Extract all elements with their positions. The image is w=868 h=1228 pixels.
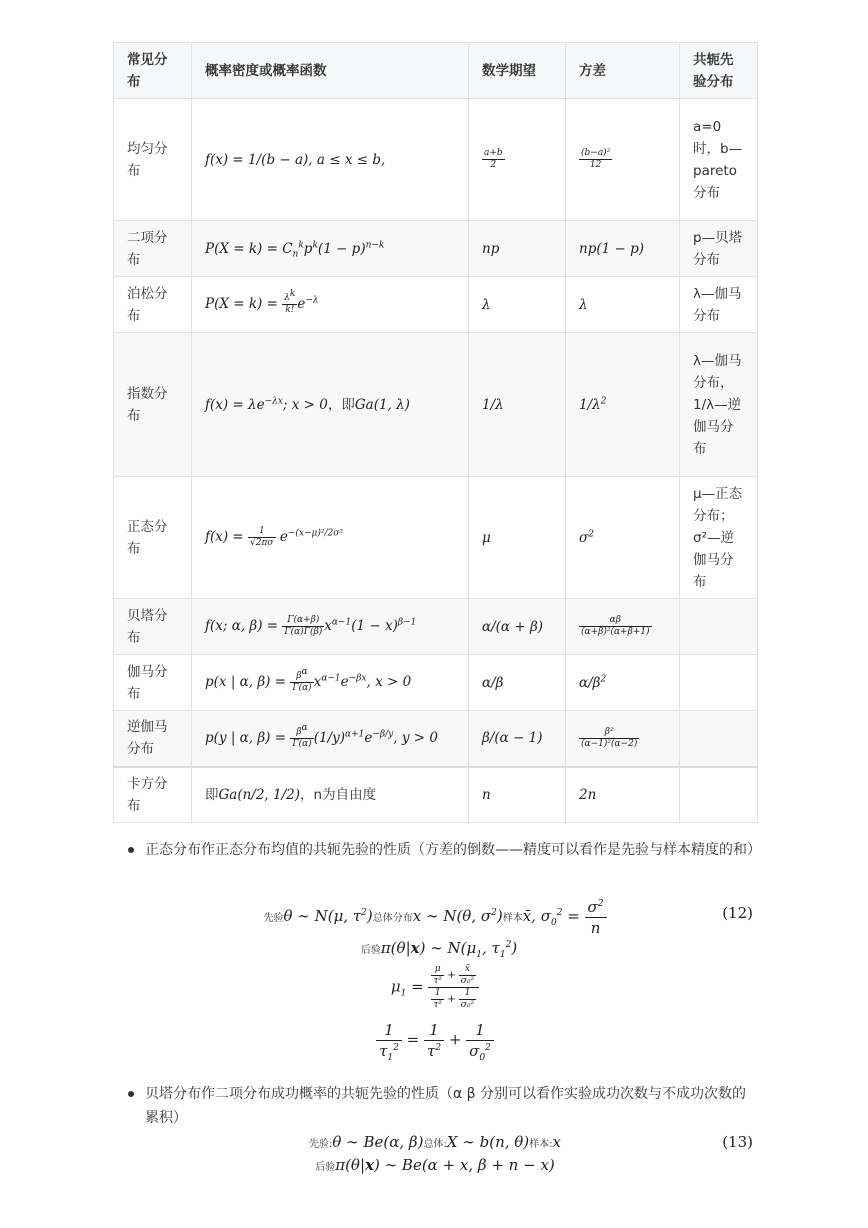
row-density: f(x; α, β) = $\frac{\Gamma(\alpha+\beta)}{\Gamma(\alpha)\Gamma(\beta)}$ $x^{\alpha-1}(1 - x)^{\beta-1}$ (192, 599, 469, 655)
row-density: f(x) = $\frac{1}{√2\pi\sigma}$ $e^{-(x-\mu)^2/2\sigma^2}$ (192, 477, 469, 599)
row-variance: $\frac{\text{(b−a)²}}{12}$ (566, 99, 680, 221)
row-conjugate: p—贝塔分布 (680, 221, 758, 277)
equation-block-13 (113, 1130, 757, 1180)
row-expectation: 1/λ (469, 333, 566, 477)
row-variance: $\frac{\alpha\beta}{\text{(α+β)²(α+β+1)}}$ (566, 599, 680, 655)
row-conjugate: μ—正态分布；σ²—逆伽马分布 (680, 477, 758, 599)
header-distribution: 常见分布 (114, 43, 192, 99)
row-conjugate (680, 711, 758, 767)
table-row (114, 99, 758, 221)
row-density: p(x | α, β) = $\frac{\beta^\alpha}{\Gamma(\alpha)}$ $x^{\alpha-1}e^{-\beta x}$, x > 0 (192, 655, 469, 711)
equation-number-12: (12) (722, 904, 753, 922)
row-expectation: α/(α + β) (469, 599, 566, 655)
eq13-posterior-label: 后验 (315, 1162, 336, 1173)
equation-line-prior: 先验θ ∼ N(μ, $\tau^2$)总体分布x ∼ N(θ, $\sigma^2$)样本x̄, $\sigma_0^2$ = $\frac{\sigma^2}{n}$ (113, 896, 757, 939)
equation-line-posterior-13: 后验π(θ|x) ∼ Be(α + x, β + n − x) (315, 1156, 555, 1174)
row-variance: $1/\lambda^2$ (566, 333, 680, 477)
eq12-sample-label: 样本 (502, 913, 523, 924)
row-expectation: $\frac{a+b}{2}$ (469, 99, 566, 221)
table-row (114, 767, 758, 823)
row-name: 伽马分布 (114, 655, 192, 711)
chi-density-suffix: ，n为自由度 (300, 786, 377, 803)
eq13-sample-label: 样本: (529, 1139, 553, 1150)
bullet-list-2 (113, 1082, 757, 1130)
equation-line-prior-13: 先验:θ ∼ Be(α, β)总体:X ∼ b(n, θ)样本:x (309, 1133, 561, 1151)
bullet-list-1 (113, 838, 761, 862)
row-density: p(y | α, β) = $\frac{\beta^\alpha}{\Gamma(\alpha)}$ $(1/y)^{\alpha+1}e^{-\beta/y}$, y > 0 (192, 711, 469, 767)
table-row (114, 221, 758, 277)
header-density: 概率密度或概率函数 (192, 43, 469, 99)
equation-block-12 (113, 892, 757, 1072)
distribution-table (113, 42, 758, 823)
row-name: 指数分布 (114, 333, 192, 477)
row-conjugate (680, 655, 758, 711)
row-density: $f(x) = \lambda e^{-\lambda x}$; x > 0，即Ga(1, λ) (192, 333, 469, 477)
row-name: 逆伽马分布 (114, 711, 192, 767)
row-name: 卡方分布 (114, 767, 192, 823)
exp-density-mid: ，即 (327, 396, 355, 413)
table-row (114, 277, 758, 333)
eq13-prior-label: 先验: (309, 1139, 333, 1150)
row-variance: λ (566, 277, 680, 333)
list-item: 正态分布作正态分布均值的共轭先验的性质（方差的倒数——精度可以看作是先验与样本精度的和） (113, 838, 757, 862)
row-density: 即Ga(n/2, 1/2)，n为自由度 (192, 767, 469, 823)
row-expectation: μ (469, 477, 566, 599)
row-variance: $\frac{\text{β²}}{\text{(α−1)²(α−2)}}$ (566, 711, 680, 767)
table-row (114, 477, 758, 599)
table-row (114, 655, 758, 711)
header-conjugate-prior: 共轭先验分布 (680, 43, 758, 99)
equation-line-tau1: $\frac{1}{\tau_1^2}$ = $\frac{1}{\tau^2}$ + $\frac{1}{\sigma_0^2}$ (113, 1020, 757, 1061)
row-conjugate: a=0时，b—pareto分布 (680, 99, 758, 221)
header-variance: 方差 (566, 43, 680, 99)
list-item: 贝塔分布作二项分布成功概率的共轭先验的性质（α β 分别可以看作实验成功次数与不成功次数的累积） (113, 1082, 757, 1130)
equation-line-mu1: $\mu_1$ = $\frac{\mu}{\text{τ²}}$ + $\frac{x̄}{\text{σ₀²}}$ $\frac{1}{\text{τ²}}$ + $\frac{1}{\text{σ₀²}}$ (113, 964, 757, 1011)
table-row (114, 333, 758, 477)
eq12-population-label: 总体分布 (372, 913, 413, 924)
row-conjugate (680, 767, 758, 823)
distribution-table-wrapper (113, 42, 757, 823)
eq13-population-label: 总体: (423, 1139, 447, 1150)
row-variance: np(1 − p) (566, 221, 680, 277)
table-row (114, 711, 758, 767)
eq12-prior-label: 先验 (263, 913, 284, 924)
equation-number-13: (13) (722, 1133, 753, 1151)
equation-line-posterior: 后验π(θ|x) ∼ $N(\mu_1$, $\tau_1^2$) (360, 939, 518, 960)
row-density: P(X = k) = $\frac{\lambda^k}{k!}$ $e^{-\lambda}$ (192, 277, 469, 333)
row-expectation: β/(α − 1) (469, 711, 566, 767)
row-conjugate: λ—伽马分布，1/λ—逆伽马分布 (680, 333, 758, 477)
row-density: f(x) = 1/(b − a), a ≤ x ≤ b, (192, 99, 469, 221)
chi-density-prefix: 即 (205, 786, 219, 803)
row-conjugate: λ—伽马分布 (680, 277, 758, 333)
row-name: 正态分布 (114, 477, 192, 599)
row-expectation: n (469, 767, 566, 823)
eq12-posterior-label: 后验 (360, 945, 381, 956)
row-name: 均匀分布 (114, 99, 192, 221)
row-variance: 2n (566, 767, 680, 823)
table-row (114, 599, 758, 655)
row-name: 贝塔分布 (114, 599, 192, 655)
row-variance: $\sigma^2$ (566, 477, 680, 599)
header-expectation: 数学期望 (469, 43, 566, 99)
row-expectation: α/β (469, 655, 566, 711)
row-expectation: λ (469, 277, 566, 333)
row-name: 二项分布 (114, 221, 192, 277)
row-variance: $\alpha/\beta^2$ (566, 655, 680, 711)
table-header-row (114, 43, 758, 99)
row-conjugate (680, 599, 758, 655)
row-expectation: np (469, 221, 566, 277)
row-name: 泊松分布 (114, 277, 192, 333)
row-density: $P(X = k) = C_n^kp^k(1 - p)^{n-k}$ (192, 221, 469, 277)
